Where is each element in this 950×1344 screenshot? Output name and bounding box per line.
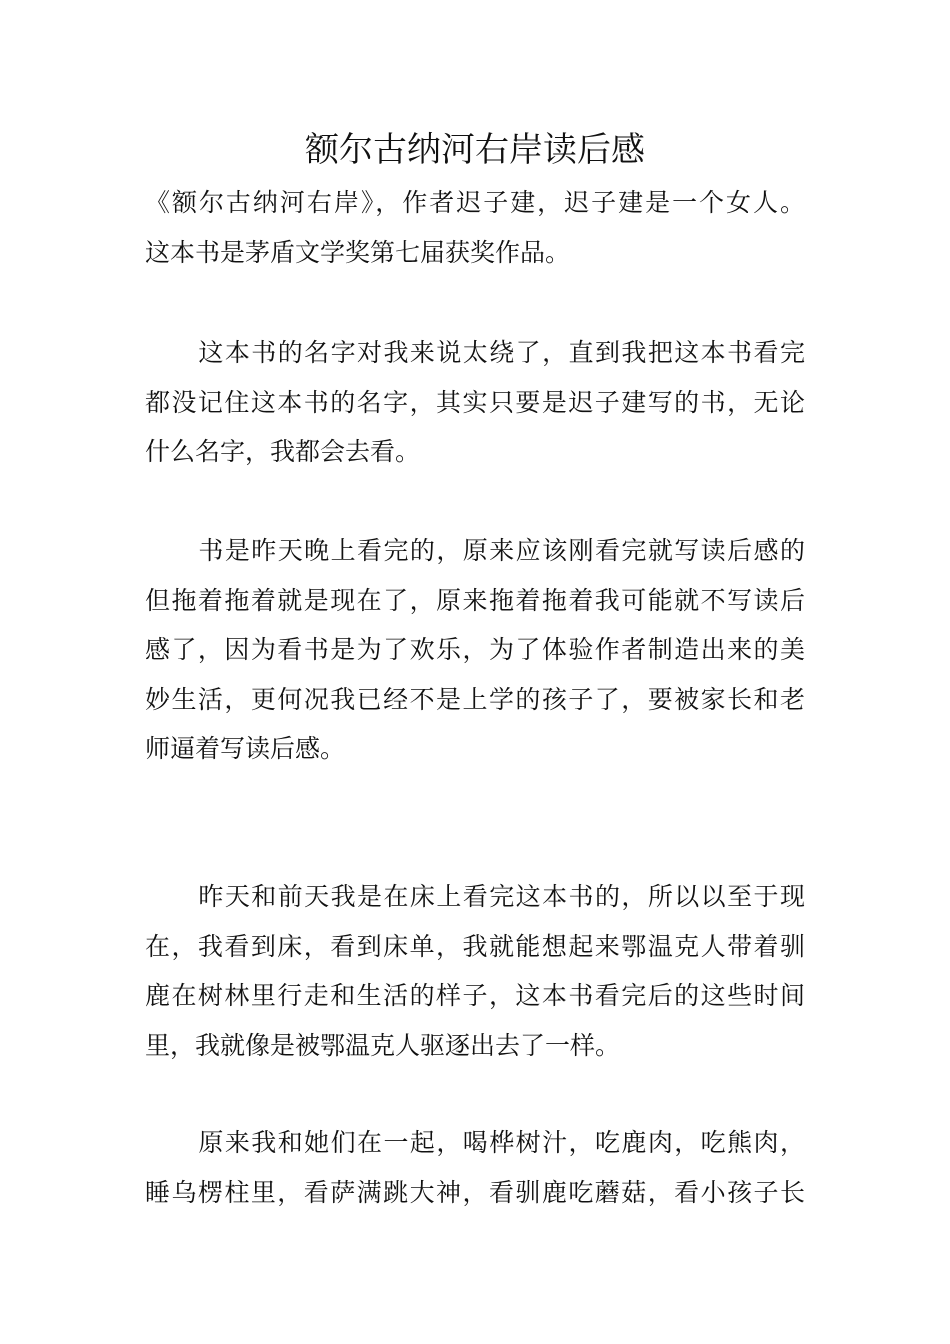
paragraph-line-wrap: [145, 872, 805, 922]
paragraph-line: 《额尔古纳河右岸》，作者迟子建，迟子建是一个女人。: [145, 188, 805, 217]
paragraph-4: [145, 872, 805, 1070]
paragraph-line-wrap: [145, 526, 805, 576]
paragraph-2: [145, 328, 805, 477]
paragraph-line: 书是昨天晚上看完的，原来应该刚看完就写读后感的: [197, 536, 805, 565]
paragraph-line: 师逼着写读后感。: [145, 734, 346, 763]
paragraph-line: 睡乌楞柱里，看萨满跳大神，看驯鹿吃蘑菇，看小孩子长: [145, 1177, 805, 1207]
paragraph-line: 在，我看到床，看到床单，我就能想起来鄂温克人带着驯: [145, 931, 805, 961]
paragraph-line: 都没记住这本书的名字，其实只要是迟子建写的书，无论: [145, 387, 805, 417]
paragraph-line: 妙生活，更何况我已经不是上学的孩子了，要被家长和老: [145, 684, 805, 714]
paragraph-line: 昨天和前天我是在床上看完这本书的，所以以至于现: [197, 882, 805, 911]
document-title: 额尔古纳河右岸读后感: [305, 130, 645, 170]
paragraph-line: 什么名字，我都会去看。: [145, 437, 421, 466]
paragraph-line-wrap: [145, 328, 805, 378]
paragraph-5: [145, 1118, 805, 1217]
paragraph-line: 原来我和她们在一起，喝桦树汁，吃鹿肉，吃熊肉，: [197, 1128, 805, 1157]
paragraph-line: 感了，因为看书是为了欢乐，为了体验作者制造出来的美: [145, 635, 805, 664]
paragraph-line: 这本书的名字对我来说太绕了，直到我把这本书看完: [197, 338, 805, 367]
paragraph-line: 这本书是茅盾文学奖第七届获奖作品。: [145, 237, 571, 267]
paragraph-line: 鹿在树林里行走和生活的样子，这本书看完后的这些时间: [145, 981, 805, 1010]
paragraph-3: [145, 526, 805, 774]
paragraph-line: 但拖着拖着就是现在了，原来拖着拖着我可能就不写读后: [145, 585, 805, 615]
paragraph-line-wrap: [145, 1118, 805, 1168]
paragraph-line: 里，我就像是被鄂温克人驱逐出去了一样。: [145, 1030, 621, 1060]
paragraph-1: [145, 178, 805, 277]
